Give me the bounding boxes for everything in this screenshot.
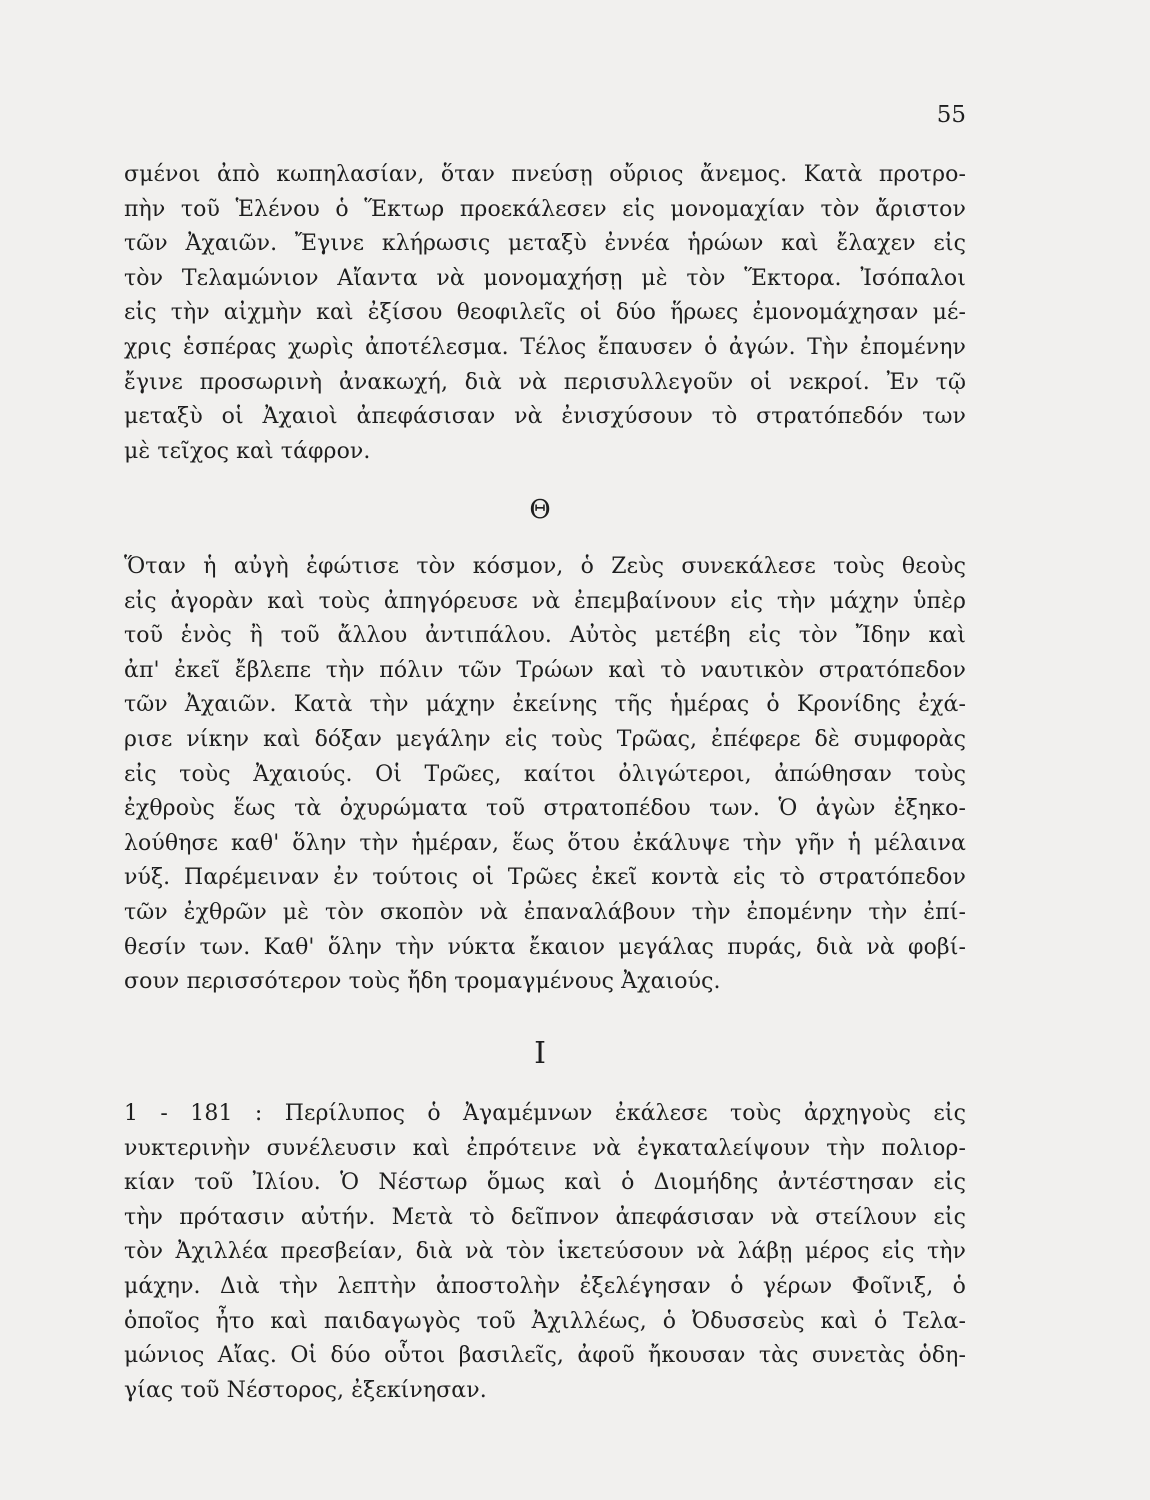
text-line: μάχην. Διὰ τὴν λεπτὴν ἀποστολὴν ἐξελέγησαν ὁ γέρων Φοῖνιξ, ὁ [124, 1273, 966, 1299]
text-line: τῶν Ἀχαιῶν. Ἔγινε κλήρωσις μεταξὺ ἐννέα ἡρώων καὶ ἔλαχεν εἰς [124, 231, 966, 257]
text-line: μώνιος Αἴας. Οἱ δύο οὗτοι βασιλεῖς, ἀφοῦ ἤκουσαν τὰς συνετὰς ὁδη- [124, 1343, 966, 1369]
paragraph-3 [124, 1097, 966, 1408]
section-heading-theta: Θ [529, 495, 551, 525]
text-line: τοῦ ἑνὸς ἢ τοῦ ἄλλου ἀντιπάλου. Αὐτὸς μετέβη εἰς τὸν Ἴδην καὶ [124, 623, 966, 649]
text-line: χρις ἑσπέρας χωρὶς ἀποτέλεσμα. Τέλος ἔπαυσεν ὁ ἀγών. Τὴν ἐπομένην [124, 334, 966, 360]
text-line: τῶν Ἀχαιῶν. Κατὰ τὴν μάχην ἐκείνης τῆς ἡμέρας ὁ Κρονίδης ἐχά- [124, 692, 966, 718]
text-line: εἰς ἀγορὰν καὶ τοὺς ἀπηγόρευσε νὰ ἐπεμβαίνουν εἰς τὴν μάχην ὑπὲρ [124, 588, 966, 614]
text-line: μεταξὺ οἱ Ἀχαιοὶ ἀπεφάσισαν νὰ ἐνισχύσουν τὸ στρατόπεδόν των [124, 404, 966, 430]
text-line: τὴν πρότασιν αὐτήν. Μετὰ τὸ δεῖπνον ἀπεφάσισαν νὰ στείλουν εἰς [124, 1204, 966, 1230]
text-line: ἐχθροὺς ἕως τὰ ὀχυρώματα τοῦ στρατοπέδου των. Ὁ ἀγὼν ἐξηκο- [124, 796, 966, 822]
text-line: νύξ. Παρέμειναν ἐν τούτοις οἱ Τρῶες ἐκεῖ κοντὰ εἰς τὸ στρατόπεδον [124, 865, 966, 891]
text-line: πὴν τοῦ Ἑλένου ὁ Ἕκτωρ προεκάλεσεν εἰς μονομαχίαν τὸν ἄριστον [124, 196, 966, 222]
text-line: νυκτερινὴν συνέλευσιν καὶ ἐπρότεινε νὰ ἐγκαταλείψουν τὴν πολιορ- [124, 1135, 966, 1161]
text-line: ἔγινε προσωρινὴ ἀνακωχή, διὰ νὰ περισυλλεγοῦν οἱ νεκροί. Ἐν τῷ [124, 369, 966, 395]
text-line: γίας τοῦ Νέστορος, ἐξεκίνησαν. [124, 1377, 487, 1403]
text-line: κίαν τοῦ Ἰλίου. Ὁ Νέστωρ ὅμως καὶ ὁ Διομήδης ἀντέστησαν εἰς [124, 1170, 966, 1196]
text-line: μὲ τεῖχος καὶ τάφρον. [124, 438, 371, 464]
text-line: ὁποῖος ἦτο καὶ παιδαγωγὸς τοῦ Ἀχιλλέως, ὁ Ὀδυσσεὺς καὶ ὁ Τελα- [124, 1308, 966, 1334]
text-line: τὸν Τελαμώνιον Αἴαντα νὰ μονομαχήσῃ μὲ τὸν Ἕκτορα. Ἰσόπαλοι [124, 265, 966, 291]
text-line: θεσίν των. Καθ' ὅλην τὴν νύκτα ἔκαιον μεγάλας πυράς, διὰ νὰ φοβί- [124, 934, 966, 960]
text-line: εἰς τὴν αἰχμὴν καὶ ἐξίσου θεοφιλεῖς οἱ δύο ἥρωες ἐμονομάχησαν μέ- [124, 300, 966, 326]
text-line: ἀπ' ἐκεῖ ἔβλεπε τὴν πόλιν τῶν Τρώων καὶ τὸ ναυτικὸν στρατόπεδον [124, 657, 966, 683]
text-line: 1 - 181 : Περίλυπος ὁ Ἀγαμέμνων ἐκάλεσε τοὺς ἀρχηγοὺς εἰς [124, 1101, 966, 1126]
text-line: σμένοι ἀπὸ κωπηλασίαν, ὅταν πνεύσῃ οὔριος ἄνεμος. Κατὰ προτρο- [124, 162, 966, 187]
paragraph-1 [124, 158, 966, 469]
text-line: τῶν ἐχθρῶν μὲ τὸν σκοπὸν νὰ ἐπαναλάβουν τὴν ἐπομένην τὴν ἐπί- [124, 899, 966, 925]
text-line: τὸν Ἀχιλλέα πρεσβείαν, διὰ νὰ τὸν ἱκετεύσουν νὰ λάβῃ μέρος εἰς τὴν [124, 1239, 966, 1265]
section-heading-iota: Ι [534, 1036, 546, 1071]
page-number: 55 [936, 102, 966, 128]
text-line: σουν περισσότερον τοὺς ἤδη τρομαγμένους Ἀχαιούς. [124, 969, 721, 995]
text-line: εἰς τοὺς Ἀχαιούς. Οἱ Τρῶες, καίτοι ὀλιγώτεροι, ἀπώθησαν τοὺς [124, 761, 966, 787]
paragraph-2 [124, 550, 966, 1000]
text-line: λούθησε καθ' ὅλην τὴν ἡμέραν, ἕως ὅτου ἐκάλυψε τὴν γῆν ἡ μέλαινα [124, 830, 966, 856]
text-line: ρισε νίκην καὶ δόξαν μεγάλην εἰς τοὺς Τρῶας, ἐπέφερε δὲ συμφορὰς [124, 726, 966, 752]
text-line: Ὅταν ἡ αὐγὴ ἐφώτισε τὸν κόσμον, ὁ Ζεὺς συνεκάλεσε τοὺς θεοὺς [124, 554, 966, 579]
